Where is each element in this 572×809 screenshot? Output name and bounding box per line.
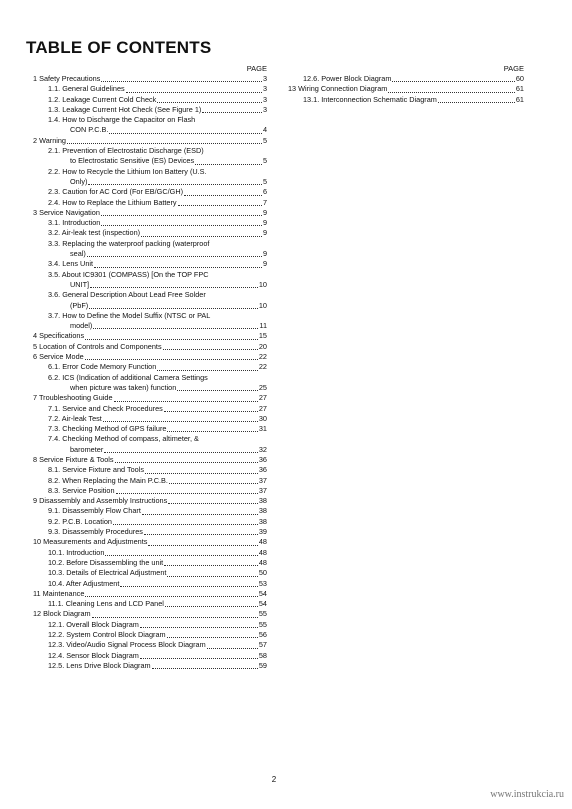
- toc-page-number: 36: [258, 465, 267, 475]
- toc-entry-title: 8.2. When Replacing the Main P.C.B.: [48, 475, 168, 485]
- toc-subsection-entry: [33, 651, 267, 661]
- toc-section-entry: [33, 352, 267, 362]
- toc-subsection-entry: [33, 362, 267, 372]
- toc-page-number: 37: [258, 485, 267, 495]
- toc-page-number: 55: [258, 609, 267, 619]
- toc-entry-title: 3.7. How to Define the Model Suffix (NTSC or PAL: [48, 310, 211, 320]
- toc-subsection-entry: [33, 311, 267, 332]
- dot-leader: [94, 267, 262, 268]
- dot-leader: [140, 658, 258, 659]
- toc-page-number: 39: [258, 527, 267, 537]
- toc-page-number: 48: [258, 557, 267, 567]
- dot-leader: [195, 164, 262, 165]
- toc-entry-title: 9.2. P.C.B. Location: [48, 516, 112, 526]
- page-column-header: PAGE: [503, 64, 524, 73]
- toc-page-number: 37: [258, 475, 267, 485]
- toc-entry-title: 13.1. Interconnection Schematic Diagram: [303, 94, 437, 104]
- toc-subsection-entry: [288, 95, 524, 105]
- dot-leader: [168, 503, 258, 504]
- page-number: 2: [271, 775, 277, 784]
- dot-leader: [388, 92, 515, 93]
- dot-leader: [67, 143, 262, 144]
- toc-list: [288, 74, 524, 105]
- toc-section-entry: [288, 84, 524, 94]
- toc-subsection-entry: [33, 239, 267, 260]
- toc-entry-title: 8 Service Fixture & Tools: [33, 454, 114, 464]
- toc-entry-title: when picture was taken) function: [70, 382, 177, 392]
- toc-subsection-entry: [33, 640, 267, 650]
- toc-entry-title: 10.4. After Adjustment: [48, 578, 120, 588]
- dot-leader: [89, 308, 258, 309]
- toc-entry-title: 3.2. Air-leak test (inspection): [48, 228, 141, 238]
- dot-leader: [164, 565, 258, 566]
- toc-page-number: 9: [262, 249, 267, 259]
- toc-entry-title: 7.2. Air-leak Test: [48, 413, 102, 423]
- toc-entry-title: 6.1. Error Code Memory Function: [48, 362, 157, 372]
- toc-page-number: 50: [258, 568, 267, 578]
- toc-subsection-entry: [33, 167, 267, 188]
- toc-entry-title: 3.6. General Description About Lead Free Solder: [48, 290, 206, 300]
- toc-entry-title: 2 Warning: [33, 135, 66, 145]
- toc-section-entry: [33, 455, 267, 465]
- dot-leader: [120, 586, 257, 587]
- toc-page-number: 22: [258, 362, 267, 372]
- toc-subsection-entry: [33, 599, 267, 609]
- toc-entry-title: 3 Service Navigation: [33, 207, 100, 217]
- toc-page-number: 9: [262, 259, 267, 269]
- dot-leader: [167, 637, 258, 638]
- dot-leader: [167, 431, 257, 432]
- page-title: TABLE OF CONTENTS: [26, 38, 212, 57]
- dot-leader: [140, 627, 258, 628]
- dot-leader: [92, 617, 258, 618]
- toc-page-number: 9: [262, 218, 267, 228]
- toc-entry-title: 2.3. Caution for AC Cord (For EB/GC/GH): [48, 187, 184, 197]
- toc-page-number: 4: [262, 125, 267, 135]
- dot-leader: [392, 81, 514, 82]
- toc-entry-title: 12.4. Sensor Block Diagram: [48, 650, 139, 660]
- dot-leader: [177, 390, 258, 391]
- toc-subsection-entry: [33, 187, 267, 197]
- dot-leader: [114, 401, 258, 402]
- toc-page-number: 6: [262, 187, 267, 197]
- toc-entry-title: 1.2. Leakage Current Cold Check: [48, 94, 157, 104]
- toc-page-number: 27: [258, 393, 267, 403]
- dot-leader: [90, 287, 258, 288]
- toc-page-number: 5: [262, 135, 267, 145]
- toc-entry-title: 7.4. Checking Method of compass, altimeter, &: [48, 434, 199, 444]
- toc-page-number: 10: [258, 300, 267, 310]
- toc-page-number: 11: [259, 321, 267, 331]
- toc-page-number: 59: [258, 660, 267, 670]
- toc-subsection-entry: [288, 74, 524, 84]
- toc-entry-title: 10.1. Introduction: [48, 547, 105, 557]
- dot-leader: [145, 473, 258, 474]
- toc-subsection-entry: [33, 620, 267, 630]
- toc-page-number: 9: [262, 228, 267, 238]
- dot-leader: [101, 215, 262, 216]
- toc-page-number: 56: [258, 630, 267, 640]
- toc-page-number: 22: [258, 352, 267, 362]
- toc-entry-title: CON P.C.B.: [70, 125, 109, 135]
- dot-leader: [105, 555, 257, 556]
- dot-leader: [87, 256, 262, 257]
- toc-page-number: 30: [258, 413, 267, 423]
- toc-entry-title: 8.3. Service Position: [48, 485, 115, 495]
- toc-page-number: 58: [258, 650, 267, 660]
- toc-subsection-entry: [33, 373, 267, 394]
- dot-leader: [109, 133, 262, 134]
- toc-subsection-entry: [33, 105, 267, 115]
- toc-entry-title: barometer: [70, 444, 104, 454]
- dot-leader: [169, 483, 258, 484]
- dot-leader: [85, 359, 258, 360]
- toc-subsection-entry: [33, 146, 267, 167]
- toc-page-number: 5: [262, 156, 267, 166]
- dot-leader: [142, 514, 258, 515]
- toc-subsection-entry: [33, 568, 267, 578]
- toc-section-entry: [33, 496, 267, 506]
- toc-subsection-entry: [33, 259, 267, 269]
- toc-subsection-entry: [33, 218, 267, 228]
- dot-leader: [116, 493, 258, 494]
- dot-leader: [184, 195, 262, 196]
- toc-page-number: 5: [262, 176, 267, 186]
- toc-page-number: 57: [258, 640, 267, 650]
- toc-page-number: 10: [258, 279, 267, 289]
- toc-page-number: 36: [258, 454, 267, 464]
- toc-page-number: 9: [262, 207, 267, 217]
- toc-page-number: 3: [262, 94, 267, 104]
- toc-entry-title: 2.2. How to Recycle the Lithium Ion Battery (U.S.: [48, 166, 207, 176]
- dot-leader: [167, 576, 257, 577]
- dot-leader: [207, 648, 258, 649]
- dot-leader: [438, 102, 515, 103]
- toc-page-number: 61: [515, 84, 524, 94]
- toc-page-number: 61: [515, 94, 524, 104]
- toc-page-number: 3: [262, 104, 267, 114]
- toc-entry-title: 10.2. Before Disassembling the unit: [48, 557, 164, 567]
- dot-leader: [141, 236, 262, 237]
- toc-entry-title: 10 Measurements and Adjustments: [33, 537, 148, 547]
- toc-subsection-entry: [33, 517, 267, 527]
- toc-entry-title: 2.1. Prevention of Electrostatic Discharge (ESD): [48, 146, 204, 156]
- dot-leader: [104, 452, 258, 453]
- toc-entry-title: 13 Wiring Connection Diagram: [288, 84, 388, 94]
- toc-column-right: [288, 63, 524, 105]
- toc-entry-title: 1.1. General Guidelines: [48, 84, 125, 94]
- dot-leader: [144, 534, 258, 535]
- toc-page-number: 54: [258, 588, 267, 598]
- toc-entry-title: to Electrostatic Sensitive (ES) Devices: [70, 156, 195, 166]
- toc-entry-title: 9.3. Disassembly Procedures: [48, 527, 143, 537]
- toc-subsection-entry: [33, 404, 267, 414]
- toc-subsection-entry: [33, 558, 267, 568]
- toc-entry-title: 3.3. Replacing the waterproof packing (waterproof: [48, 238, 210, 248]
- toc-page-number: 38: [258, 496, 267, 506]
- toc-section-entry: [33, 331, 267, 341]
- toc-list: [33, 74, 267, 671]
- toc-page-number: 48: [258, 537, 267, 547]
- toc-subsection-entry: [33, 290, 267, 311]
- toc-subsection-entry: [33, 486, 267, 496]
- toc-section-entry: [33, 537, 267, 547]
- toc-page-number: 3: [262, 74, 267, 83]
- toc-subsection-entry: [33, 115, 267, 136]
- dot-leader: [163, 349, 258, 350]
- toc-entry-title: 6.2. ICS (Indication of additional Camera Settings: [48, 372, 208, 382]
- watermark: www.instrukcia.ru: [490, 789, 564, 800]
- toc-subsection-entry: [33, 414, 267, 424]
- toc-entry-title: 4 Specifications: [33, 331, 85, 341]
- toc-column-left: [33, 63, 267, 671]
- toc-page-number: 20: [258, 341, 267, 351]
- dot-leader: [164, 411, 258, 412]
- toc-subsection-entry: [33, 228, 267, 238]
- dot-leader: [115, 462, 258, 463]
- toc-subsection-entry: [33, 579, 267, 589]
- toc-entry-title: (PbF): [70, 300, 89, 310]
- dot-leader: [126, 92, 262, 93]
- toc-entry-title: 12 Block Diagram: [33, 609, 91, 619]
- toc-entry-title: 12.3. Video/Audio Signal Process Block Diagram: [48, 640, 206, 650]
- toc-page-number: 55: [258, 619, 267, 629]
- toc-entry-title: 1.3. Leakage Current Hot Check (See Figure 1): [48, 104, 202, 114]
- dot-leader: [152, 668, 258, 669]
- toc-entry-title: 5 Location of Controls and Components: [33, 341, 162, 351]
- toc-page-number: 7: [262, 197, 267, 207]
- toc-page-number: 15: [258, 331, 267, 341]
- toc-subsection-entry: [33, 434, 267, 455]
- toc-section-entry: [33, 609, 267, 619]
- toc-subsection-entry: [33, 527, 267, 537]
- toc-subsection-entry: [33, 476, 267, 486]
- toc-page-number: 3: [262, 84, 267, 94]
- toc-entry-title: 10.3. Details of Electrical Adjustment: [48, 568, 167, 578]
- toc-entry-title: 7.1. Service and Check Procedures: [48, 403, 163, 413]
- dot-leader: [157, 102, 262, 103]
- toc-entry-title: seal): [70, 249, 86, 259]
- toc-entry-title: 12.2. System Control Block Diagram: [48, 630, 166, 640]
- toc-entry-title: 11.1. Cleaning Lens and LCD Panel: [48, 599, 164, 609]
- toc-entry-title: 12.5. Lens Drive Block Diagram: [48, 660, 151, 670]
- toc-page-number: 31: [258, 424, 267, 434]
- toc-section-entry: [33, 589, 267, 599]
- dot-leader: [202, 112, 262, 113]
- toc-subsection-entry: [33, 465, 267, 475]
- toc-entry-title: 9.1. Disassembly Flow Chart: [48, 506, 141, 516]
- toc-entry-title: 3.4. Lens Unit: [48, 259, 94, 269]
- toc-subsection-entry: [33, 506, 267, 516]
- dot-leader: [101, 225, 262, 226]
- dot-leader: [93, 328, 258, 329]
- toc-section-entry: [33, 208, 267, 218]
- toc-entry-title: 8.1. Service Fixture and Tools: [48, 465, 144, 475]
- toc-page-number: 54: [258, 599, 267, 609]
- toc-page-number: 48: [258, 547, 267, 557]
- dot-leader: [85, 339, 258, 340]
- toc-section-entry: [33, 342, 267, 352]
- toc-entry-title: 2.4. How to Replace the Lithium Battery: [48, 197, 177, 207]
- toc-page-number: 38: [258, 506, 267, 516]
- toc-subsection-entry: [33, 424, 267, 434]
- toc-entry-title: 1 Safety Precautions: [33, 74, 101, 83]
- toc-page-number: 53: [258, 578, 267, 588]
- toc-page-number: 38: [258, 516, 267, 526]
- page-column-header: PAGE: [246, 64, 267, 73]
- toc-entry-title: Only): [70, 176, 88, 186]
- toc-entry-title: 7 Troubleshooting Guide: [33, 393, 113, 403]
- dot-leader: [101, 81, 262, 82]
- toc-subsection-entry: [33, 548, 267, 558]
- toc-entry-title: 12.1. Overall Block Diagram: [48, 619, 139, 629]
- dot-leader: [157, 370, 258, 371]
- toc-entry-title: 3.5. About IC9301 (COMPASS) [On the TOP FPC: [48, 269, 209, 279]
- toc-subsection-entry: [33, 270, 267, 291]
- toc-entry-title: model): [70, 321, 93, 331]
- toc-section-entry: [33, 136, 267, 146]
- toc-entry-title: 9 Disassembly and Assembly Instructions: [33, 496, 168, 506]
- toc-page-number: 25: [258, 382, 267, 392]
- toc-entry-title: 7.3. Checking Method of GPS failure: [48, 424, 167, 434]
- dot-leader: [88, 184, 262, 185]
- toc-entry-title: 11 Maintenance: [33, 588, 85, 598]
- toc-subsection-entry: [33, 84, 267, 94]
- toc-subsection-entry: [33, 630, 267, 640]
- dot-leader: [165, 606, 258, 607]
- toc-entry-title: 3.1. Introduction: [48, 218, 101, 228]
- dot-leader: [103, 421, 258, 422]
- toc-entry-title: 1.4. How to Discharge the Capacitor on Flash: [48, 115, 196, 125]
- toc-section-entry: [33, 393, 267, 403]
- toc-subsection-entry: [33, 661, 267, 671]
- toc-page-number: 60: [515, 74, 524, 83]
- toc-section-entry: [33, 74, 267, 84]
- dot-leader: [178, 205, 262, 206]
- toc-page-number: 32: [258, 444, 267, 454]
- toc-subsection-entry: [33, 95, 267, 105]
- dot-leader: [113, 524, 258, 525]
- dot-leader: [148, 545, 257, 546]
- toc-subsection-entry: [33, 198, 267, 208]
- toc-entry-title: UNIT]: [70, 279, 90, 289]
- toc-entry-title: 12.6. Power Block Diagram: [303, 74, 392, 83]
- toc-entry-title: 6 Service Mode: [33, 352, 84, 362]
- dot-leader: [85, 596, 257, 597]
- toc-page-number: 27: [258, 403, 267, 413]
